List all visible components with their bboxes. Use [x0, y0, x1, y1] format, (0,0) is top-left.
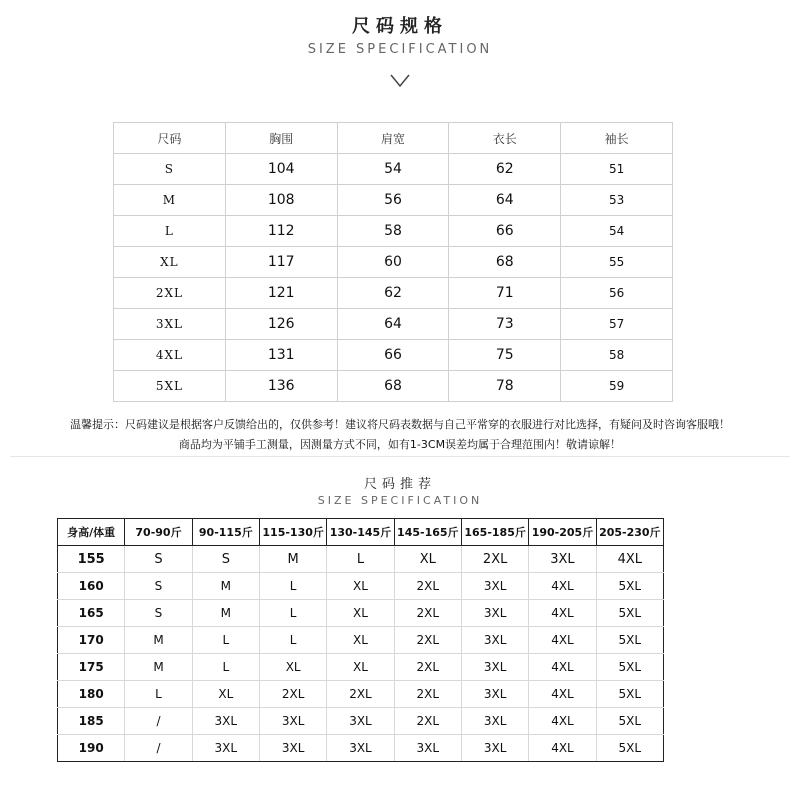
- table-header-row: [114, 123, 673, 154]
- height-cell: 185: [58, 708, 125, 735]
- height-cell: 190: [58, 735, 125, 762]
- table-cell: 108: [225, 185, 337, 216]
- table-row: [114, 154, 673, 185]
- table-cell: 64: [449, 185, 561, 216]
- table-cell: 58: [561, 340, 673, 371]
- table-cell: XL: [327, 600, 394, 627]
- chevron-down-icon: [390, 74, 410, 88]
- column-header: 115-130斤: [259, 519, 326, 546]
- table-cell: 3XL: [461, 681, 528, 708]
- table-cell: 5XL: [596, 627, 663, 654]
- table-cell: M: [125, 654, 192, 681]
- table-cell: 51: [561, 154, 673, 185]
- table-cell: 2XL: [461, 546, 528, 573]
- table-row: [114, 185, 673, 216]
- table-cell: 5XL: [596, 708, 663, 735]
- table-cell: XL: [327, 627, 394, 654]
- table-cell: L: [259, 600, 326, 627]
- table-cell: 57: [561, 309, 673, 340]
- table-cell: S: [125, 600, 192, 627]
- table-row: [114, 247, 673, 278]
- table-header-row: [58, 519, 664, 546]
- table-cell: 5XL: [596, 654, 663, 681]
- section-title: 尺码推荐: [363, 477, 436, 492]
- table-cell: 78: [449, 371, 561, 402]
- table-cell: 71: [449, 278, 561, 309]
- height-cell: 165: [58, 600, 125, 627]
- table-cell: M: [259, 546, 326, 573]
- table-cell: 3XL: [327, 735, 394, 762]
- table-cell: 4XL: [596, 546, 663, 573]
- table-cell: 54: [561, 216, 673, 247]
- table-cell: 5XL: [596, 600, 663, 627]
- table-cell: XL: [259, 654, 326, 681]
- table-cell: M: [125, 627, 192, 654]
- table-cell: 126: [225, 309, 337, 340]
- table-cell: 3XL: [461, 627, 528, 654]
- table-cell: 64: [337, 309, 449, 340]
- table-cell: /: [125, 735, 192, 762]
- height-cell: 175: [58, 654, 125, 681]
- table-cell: 3XL: [461, 654, 528, 681]
- column-header: 90-115斤: [192, 519, 259, 546]
- table-cell: S: [114, 154, 226, 185]
- table-cell: 3XL: [259, 708, 326, 735]
- table-cell: 60: [337, 247, 449, 278]
- height-cell: 180: [58, 681, 125, 708]
- table-cell: M: [192, 600, 259, 627]
- size-recommend-table: [57, 518, 664, 762]
- column-header: 205-230斤: [596, 519, 663, 546]
- table-cell: 59: [561, 371, 673, 402]
- table-row: [58, 573, 664, 600]
- table-cell: 3XL: [529, 546, 596, 573]
- column-header: 145-165斤: [394, 519, 461, 546]
- table-cell: 3XL: [259, 735, 326, 762]
- table-cell: 2XL: [114, 278, 226, 309]
- table-cell: 5XL: [596, 735, 663, 762]
- column-header: 肩宽: [337, 123, 449, 154]
- table-cell: 2XL: [327, 681, 394, 708]
- table-cell: 4XL: [529, 600, 596, 627]
- table-cell: 121: [225, 278, 337, 309]
- table-cell: L: [192, 627, 259, 654]
- table-row: [58, 681, 664, 708]
- table-row: [114, 216, 673, 247]
- table-cell: 3XL: [461, 600, 528, 627]
- table-cell: 54: [337, 154, 449, 185]
- page-title: 尺码规格: [352, 16, 448, 37]
- table-cell: 55: [561, 247, 673, 278]
- column-header: 袖长: [561, 123, 673, 154]
- table-row: [58, 735, 664, 762]
- table-cell: 3XL: [192, 708, 259, 735]
- table-cell: L: [125, 681, 192, 708]
- divider: [10, 456, 790, 457]
- table-cell: 4XL: [529, 735, 596, 762]
- table-row: [58, 546, 664, 573]
- table-cell: 2XL: [394, 708, 461, 735]
- column-header: 身高/体重: [58, 519, 125, 546]
- table-row: [58, 708, 664, 735]
- table-cell: 3XL: [114, 309, 226, 340]
- table-cell: 4XL: [529, 654, 596, 681]
- height-cell: 155: [58, 546, 125, 573]
- table-cell: 3XL: [394, 735, 461, 762]
- table-cell: 4XL: [529, 627, 596, 654]
- table-cell: 112: [225, 216, 337, 247]
- table-cell: 68: [449, 247, 561, 278]
- column-header: 130-145斤: [327, 519, 394, 546]
- table-cell: 4XL: [529, 708, 596, 735]
- table-cell: XL: [114, 247, 226, 278]
- table-cell: XL: [192, 681, 259, 708]
- table-cell: 117: [225, 247, 337, 278]
- table-cell: 68: [337, 371, 449, 402]
- table-cell: 62: [449, 154, 561, 185]
- column-header: 190-205斤: [529, 519, 596, 546]
- table-cell: 2XL: [394, 627, 461, 654]
- table-cell: 75: [449, 340, 561, 371]
- table-cell: 3XL: [461, 573, 528, 600]
- table-cell: S: [192, 546, 259, 573]
- table-cell: 136: [225, 371, 337, 402]
- table-cell: 3XL: [461, 735, 528, 762]
- table-cell: 53: [561, 185, 673, 216]
- table-cell: 58: [337, 216, 449, 247]
- table-cell: 2XL: [394, 681, 461, 708]
- table-cell: 131: [225, 340, 337, 371]
- table-cell: 4XL: [529, 681, 596, 708]
- table-cell: 5XL: [596, 681, 663, 708]
- table-cell: 62: [337, 278, 449, 309]
- table-cell: 104: [225, 154, 337, 185]
- table-row: [114, 278, 673, 309]
- table-cell: L: [259, 627, 326, 654]
- table-row: [58, 600, 664, 627]
- table-cell: 66: [337, 340, 449, 371]
- table-cell: 73: [449, 309, 561, 340]
- table-cell: L: [192, 654, 259, 681]
- table-cell: 3XL: [192, 735, 259, 762]
- column-header: 70-90斤: [125, 519, 192, 546]
- table-cell: 5XL: [114, 371, 226, 402]
- tip-text: 商品均为平铺手工测量，因测量方式不同，如有1-3CM误差均属于合理范围内！敬请谅解！: [178, 438, 622, 451]
- table-cell: 2XL: [259, 681, 326, 708]
- table-cell: L: [114, 216, 226, 247]
- column-header: 衣长: [449, 123, 561, 154]
- table-cell: S: [125, 546, 192, 573]
- table-cell: 2XL: [394, 654, 461, 681]
- page-subtitle: SIZE SPECIFICATION: [307, 42, 493, 57]
- table-cell: 56: [561, 278, 673, 309]
- tip-text: 温馨提示：尺码建议是根据客户反馈给出的，仅供参考！建议将尺码表数据与自己平常穿的衣服进行对比选择，有疑问及时咨询客服哦！: [70, 418, 730, 431]
- height-cell: 170: [58, 627, 125, 654]
- table-cell: 3XL: [327, 708, 394, 735]
- table-cell: L: [259, 573, 326, 600]
- height-cell: 160: [58, 573, 125, 600]
- table-cell: 4XL: [529, 573, 596, 600]
- table-cell: 2XL: [394, 600, 461, 627]
- table-cell: 3XL: [461, 708, 528, 735]
- table-cell: 5XL: [596, 573, 663, 600]
- column-header: 165-185斤: [461, 519, 528, 546]
- column-header: 胸围: [225, 123, 337, 154]
- table-cell: 66: [449, 216, 561, 247]
- table-cell: 56: [337, 185, 449, 216]
- table-cell: L: [327, 546, 394, 573]
- table-cell: M: [192, 573, 259, 600]
- table-row: [58, 627, 664, 654]
- table-cell: S: [125, 573, 192, 600]
- table-cell: XL: [394, 546, 461, 573]
- table-cell: 4XL: [114, 340, 226, 371]
- table-cell: XL: [327, 654, 394, 681]
- table-cell: 2XL: [394, 573, 461, 600]
- size-spec-table: [113, 122, 673, 402]
- table-row: [114, 340, 673, 371]
- section-subtitle: SIZE SPECIFICATION: [317, 494, 483, 507]
- table-cell: /: [125, 708, 192, 735]
- table-row: [114, 371, 673, 402]
- table-cell: M: [114, 185, 226, 216]
- table-cell: XL: [327, 573, 394, 600]
- table-row: [114, 309, 673, 340]
- column-header: 尺码: [114, 123, 226, 154]
- table-row: [58, 654, 664, 681]
